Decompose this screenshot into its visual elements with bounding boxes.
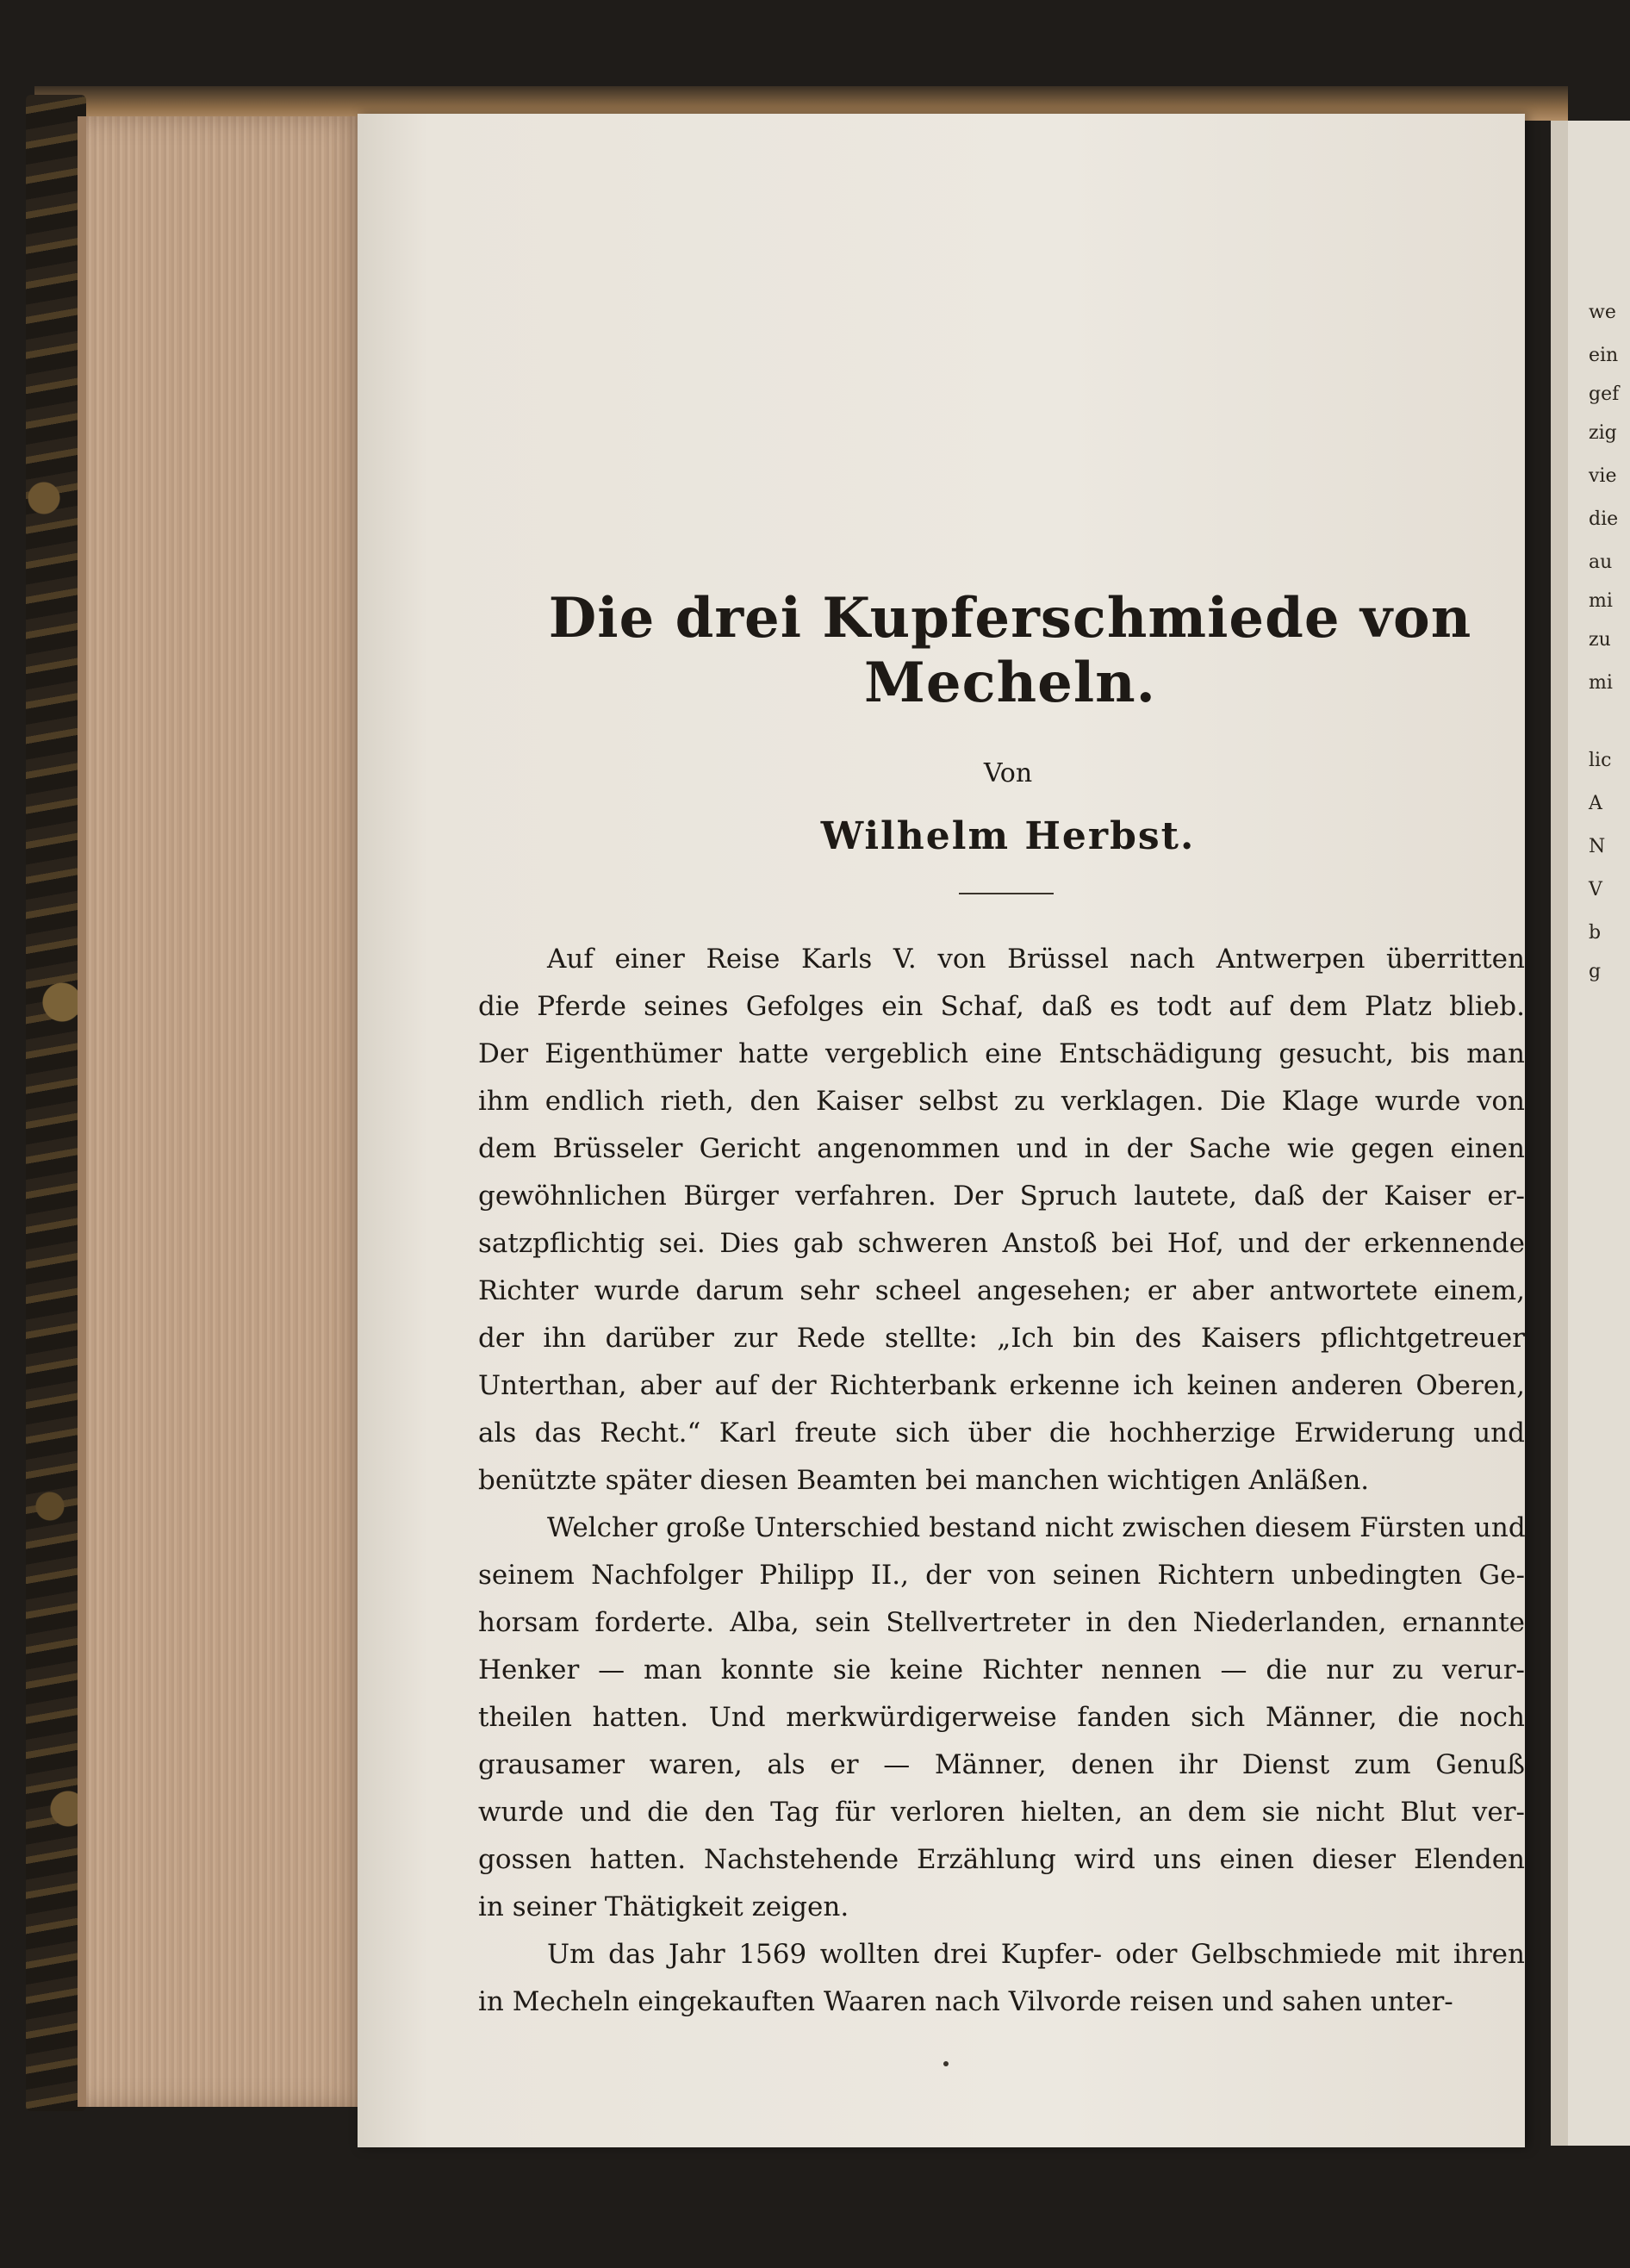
facing-page-fragment: zig (1589, 422, 1617, 444)
facing-page-fragment: we (1589, 302, 1616, 323)
facing-page-fragment: V (1589, 879, 1602, 900)
text-line: satzpflichtig sei. Dies gab schweren Anstoß bei Hof, und der erkennende (478, 1228, 1525, 1259)
facing-page-fragment: g (1589, 961, 1602, 982)
text-line: wurde und die den Tag für verloren hielten, an dem sie nicht Blut ver- (478, 1797, 1525, 1828)
facing-page-fragment: vie (1589, 465, 1617, 487)
byline-von: Von (983, 758, 1033, 788)
text-line: Um das Jahr 1569 wollten drei Kupfer- oder Gelbschmiede mit ihren (547, 1939, 1525, 1970)
facing-page-fragment: zu (1589, 629, 1611, 651)
text-line: die Pferde seines Gefolges ein Schaf, daß es todt auf dem Platz blieb. (478, 991, 1525, 1022)
author-name: Wilhelm Herbst. (820, 814, 1196, 858)
title-divider (959, 893, 1054, 894)
text-line: Welcher große Unterschied bestand nicht zwischen diesem Fürsten und (547, 1512, 1526, 1543)
text-line: dem Brüsseler Gericht angenommen und in der Sache wie gegen einen (478, 1133, 1525, 1164)
page-content (478, 586, 1525, 2026)
text-line: in Mecheln eingekauften Waaren nach Vilvorde reisen und sahen unter- (478, 1986, 1453, 2017)
article-body (478, 936, 1525, 2026)
text-line: Henker — man konnte sie keine Richter nennen — die nur zu verur- (478, 1654, 1525, 1685)
page-edges (78, 116, 370, 2107)
text-line: als das Recht.“ Karl freute sich über die hochherzige Erwiderung und (478, 1418, 1525, 1449)
text-line: grausamer waren, als er — Männer, denen ihr Dienst zum Genuß (478, 1749, 1525, 1780)
text-line: gewöhnlichen Bürger verfahren. Der Spruch lautete, daß der Kaiser er- (478, 1181, 1525, 1212)
facing-page-fragment: N (1589, 836, 1606, 857)
facing-page-fragment: A (1589, 793, 1602, 814)
text-line: Richter wurde darum sehr scheel angesehen; er aber antwortete einem, (478, 1275, 1525, 1306)
text-line: Der Eigenthümer hatte vergeblich eine Entschädigung gesucht, bis man (478, 1038, 1525, 1069)
facing-page-fragment: mi (1589, 672, 1613, 694)
facing-page-fragment: ein (1589, 345, 1619, 366)
article-title: Die drei Kupferschmiede von Mecheln. (548, 586, 1472, 715)
text-line: ihm endlich rieth, den Kaiser selbst zu verklagen. Die Klage wurde von (478, 1086, 1525, 1117)
facing-page-fragment: au (1589, 551, 1613, 573)
facing-page-fragment: die (1589, 508, 1619, 530)
facing-page-fragment: lic (1589, 750, 1612, 771)
facing-page-fragment: gef (1589, 383, 1620, 405)
text-line: horsam forderte. Alba, sein Stellvertreter in den Niederlanden, ernannte (478, 1607, 1525, 1638)
text-line: in seiner Thätigkeit zeigen. (478, 1891, 849, 1922)
page-mark (943, 2061, 949, 2066)
text-line: gossen hatten. Nachstehende Erzählung wird uns einen dieser Elenden (478, 1844, 1525, 1875)
text-line: Unterthan, aber auf der Richterbank erkenne ich keinen anderen Oberen, (478, 1370, 1525, 1401)
text-line: theilen hatten. Und merkwürdigerweise fanden sich Männer, die noch (478, 1702, 1525, 1733)
text-line: benützte später diesen Beamten bei manchen wichtigen Anläßen. (478, 1465, 1370, 1496)
facing-page-fragment: b (1589, 922, 1602, 944)
text-line: Auf einer Reise Karls V. von Brüssel nach Antwerpen überritten (547, 944, 1525, 975)
text-line: seinem Nachfolger Philipp II., der von seinen Richtern unbedingten Ge- (478, 1560, 1525, 1591)
facing-page-edge (1551, 121, 1630, 2146)
text-line: der ihn darüber zur Rede stellte: „Ich bin des Kaisers pflichtgetreuer (478, 1323, 1525, 1354)
facing-page-fragment: mi (1589, 590, 1613, 612)
